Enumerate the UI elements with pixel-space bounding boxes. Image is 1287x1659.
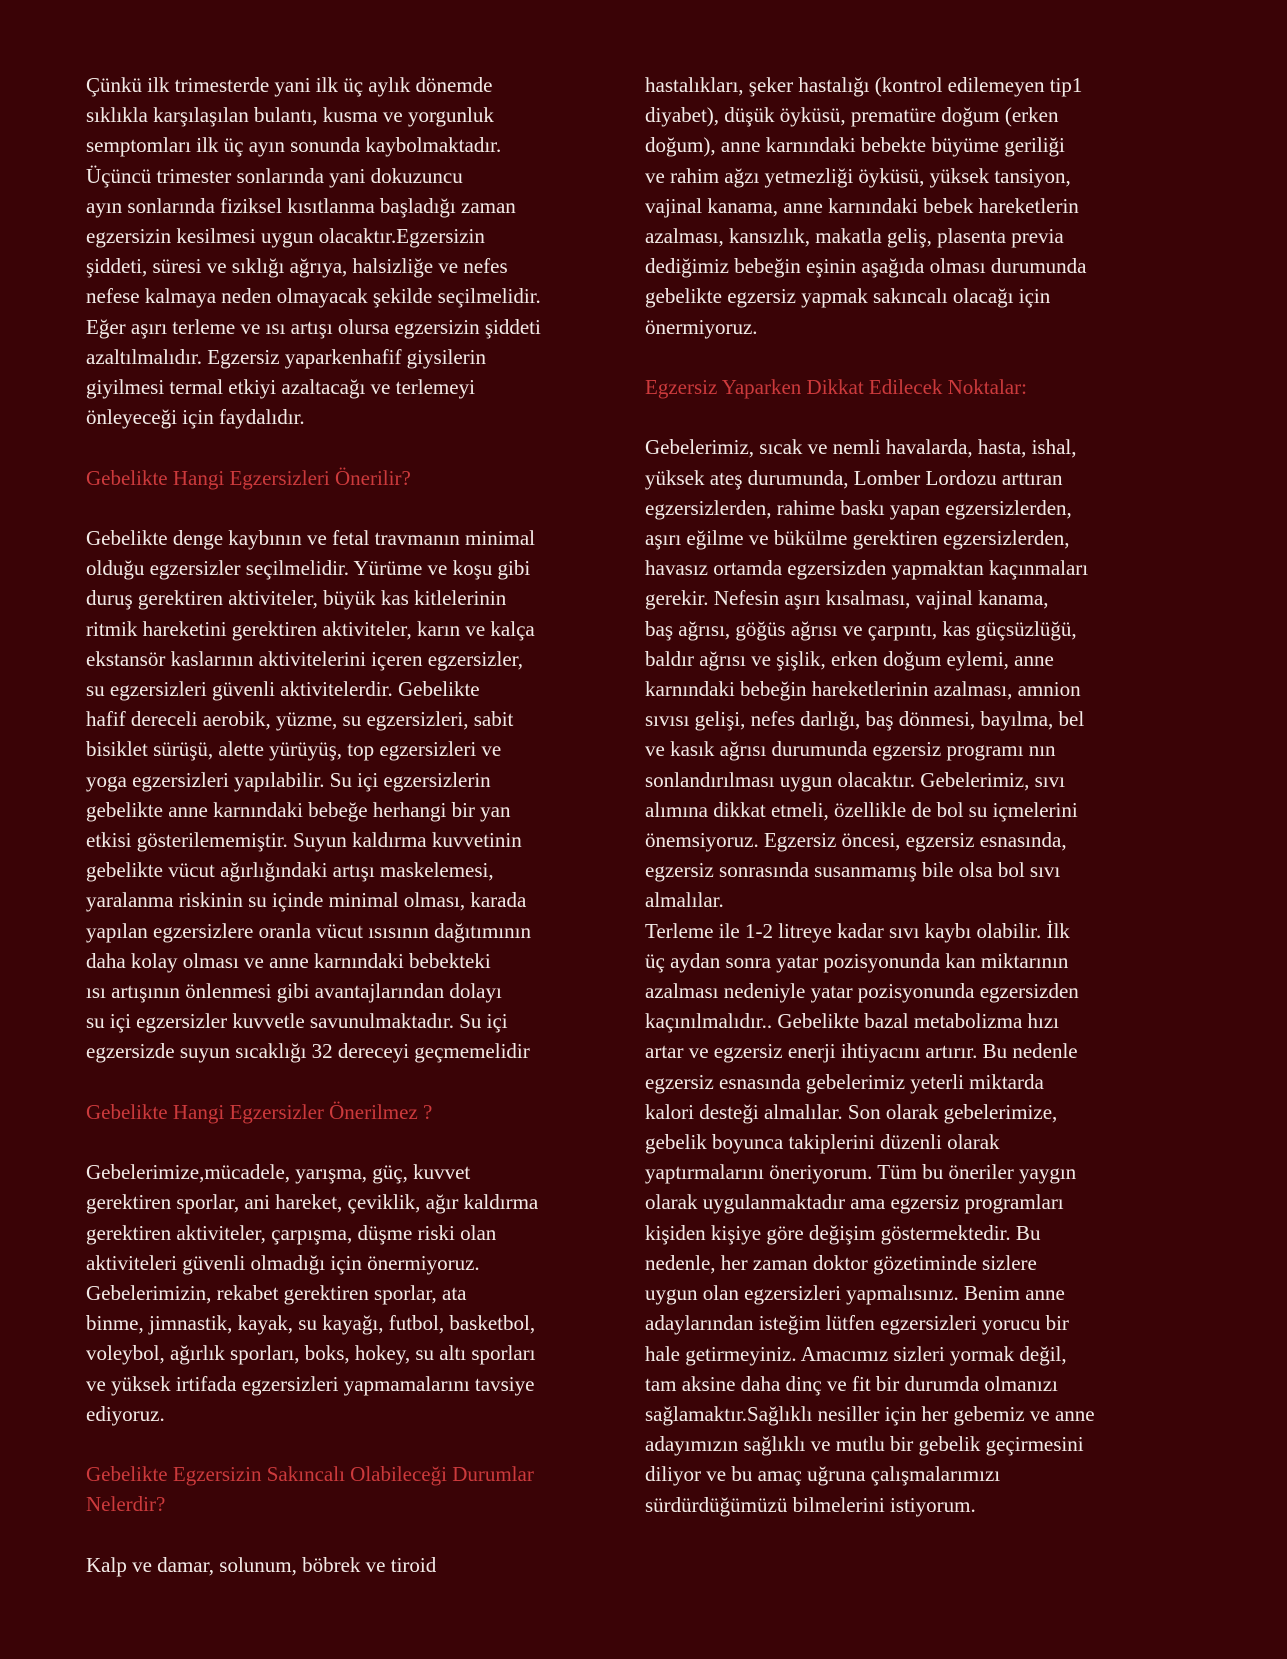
paragraph-risk-conditions-continued: hastalıkları, şeker hastalığı (kontrol edilemeyen tip1 diyabet), düşük öyküsü, prematüre doğum (erken doğum), anne karnındaki bebekte büyüme geriliği ve rahim ağzı yetmezliği öyküsü, yüksek tansiyon, vajinal kanama, anne karnındaki bebek hareketlerin azalması, kansızlık, makatla geliş, plasenta previa dediğimiz bebeğin eşinin aşağıda olması durumunda gebelikte egzersiz yapmak sakıncalı olacağı için önermiyoruz.: [645, 73, 1087, 339]
spacer: [86, 1067, 626, 1097]
heading-recommended-exercises: Gebelikte Hangi Egzersizleri Önerilir?: [86, 465, 411, 490]
spacer: [645, 402, 1185, 432]
heading-not-recommended-exercises: Gebelikte Hangi Egzersizler Önerilmez ?: [86, 1099, 433, 1124]
paragraph-not-recommended-exercises: Gebelerimize,mücadele, yarışma, güç, kuvvet gerektiren sporlar, ani hareket, çeviklik, ağır kaldırma gerektiren aktiviteler, çarpışma, düşme riski olan aktiviteleri güvenli olmadığı için önermiyoruz. Gebelerimizin, rekabet gerektiren sporlar, ata binme, jimnastik, kayak, su kayağı, futbol, basketbol, voleybol, ağırlık sporları, boks, hokey, su altı sporları ve yüksek irtifada egzersizleri yapmamalarını tavsiye ediyoruz.: [86, 1160, 539, 1426]
paragraph-risk-conditions-start: Kalp ve damar, solunum, böbrek ve tiroid: [86, 1552, 437, 1577]
right-column: [645, 70, 1185, 1520]
spacer: [86, 432, 626, 462]
paragraph-recommended-exercises: Gebelikte denge kaybının ve fetal travmanın minimal olduğu egzersizler seçilmelidir. Yürüme ve koşu gibi duruş gerektiren aktiviteler, büyük kas kitlelerinin ritmik hareketini gerektiren aktiviteler, karın ve kalça ekstansör kaslarının aktivitelerini içeren egzersizler, su egzersizleri güvenli aktivitelerdir. Gebelikte hafif dereceli aerobik, yüzme, su egzersizleri, sabit bisiklet sürüşü, alette yürüyüş, top egzersizleri ve yoga egzersizleri yapılabilir. Su içi egzersizlerin gebelikte anne karnındaki bebeğe herhangi bir yan etkisi gösterilememiştir. Suyun kaldırma kuvvetinin gebelikte vücut ağırlığındaki artışı maskelemesi, yaralanma riskinin su içinde minimal olması, karada yapılan egzersizlere oranla vücut ısısının dağıtımının daha kolay olması ve anne karnındaki bebekteki ısı artışının önlenmesi gibi avantajlarından dolayı su içi egzersizler kuvvetle savunulmaktadır. Su içi egzersizde suyun sıcaklığı 32 dereceyi geçmemelidir: [86, 526, 536, 1064]
spacer: [86, 1520, 626, 1550]
paragraph-points-to-consider: Gebelerimiz, sıcak ve nemli havalarda, hasta, ishal, yüksek ateş durumunda, Lomber Lordozu arttıran egzersizlerden, rahime baskı yapan egzersizlerden, aşırı eğilme ve bükülme gerektiren egzersizlerden, havasız ortamda egzersizden yapmaktan kaçınmaları gerekir. Nefesin aşırı kısalması, vajinal kanama, baş ağrısı, göğüs ağrısı ve çarpıntı, kas güçsüzlüğü, baldır ağrısı ve şişlik, erken doğum eylemi, anne karnındaki bebeğin hareketlerinin azalması, amnion sıvısı gelişi, nefes darlığı, baş dönmesi, bayılma, bel ve kasık ağrısı durumunda egzersiz programı nın sonlandırılması uygun olacaktır. Gebelerimiz, sıvı alımına dikkat etmeli, özellikle de bol su içmelerini önemsiyoruz. Egzersiz öncesi, egzersiz esnasında, egzersiz sonrasında susanmamış bile olsa bol sıvı almalılar. Terleme ile 1-2 litreye kadar sıvı kaybı olabilir. İlk üç aydan sonra yatar pozisyonunda kan miktarının azalması nedeniyle yatar pozisyonunda egzersizden kaçınılmalıdır.. Gebelikte bazal metabolizma hızı artar ve egzersiz enerji ihtiyacını artırır. Bu nedenle egzersiz esnasında gebelerimiz yeterli miktarda kalori desteği almalılar. Son olarak gebelerimize, gebelik boyunca takiplerini düzenli olarak yaptırmalarını öneriyorum. Tüm bu öneriler yaygın olarak uygulanmaktadır ama egzersiz programları kişiden kişiye göre değişim göstermektedir. Bu nedenle, her zaman doktor gözetiminde sizlere uygun olan egzersizleri yapmalısınız. Benim anne adaylarından isteğim lütfen egzersizleri yorucu bir hale getirmeyiniz. Amacımız sizleri yormak değil, tam aksine daha dinç ve fit bir durumda olmanızı sağlamaktır.Sağlıklı nesiller için her gebemiz ve anne adayımızın sağlıklı ve mutlu bir gebelik geçirmesini diliyor ve bu amaç uğruna çalışmalarımızı sürdürdüğümüzü bilmelerini istiyorum.: [645, 435, 1095, 1517]
spacer: [86, 1127, 626, 1157]
spacer: [86, 1429, 626, 1459]
left-column: [86, 70, 626, 1580]
heading-points-to-consider: Egzersiz Yaparken Dikkat Edilecek Noktalar:: [645, 375, 1027, 400]
paragraph-trimester: Çünkü ilk trimesterde yani ilk üç aylık dönemde sıklıkla karşılaşılan bulantı, kusma ve yorgunluk semptomları ilk üç ayın sonunda kaybolmaktadır. Üçüncü trimester sonlarında yani dokuzuncu ayın sonlarında fiziksel kısıtlanma başladığı zaman egzersizin kesilmesi uygun olacaktır.Egzersizin şiddeti, süresi ve sıklığı ağrıya, halsizliğe ve nefes nefese kalmaya neden olmayacak şekilde seçilmelidir. Eğer aşırı terleme ve ısı artışı olursa egzersizin şiddeti azaltılmalıdır. Egzersiz yaparkenhafif giysilerin giyilmesi termal etkiyi azaltacağı ve terlemeyi önleyeceği için faydalıdır.: [86, 73, 541, 430]
heading-risk-conditions: Gebelikte Egzersizin Sakıncalı Olabileceği Durumlar Nelerdir?: [86, 1462, 534, 1517]
spacer: [86, 493, 626, 523]
spacer: [645, 342, 1185, 372]
